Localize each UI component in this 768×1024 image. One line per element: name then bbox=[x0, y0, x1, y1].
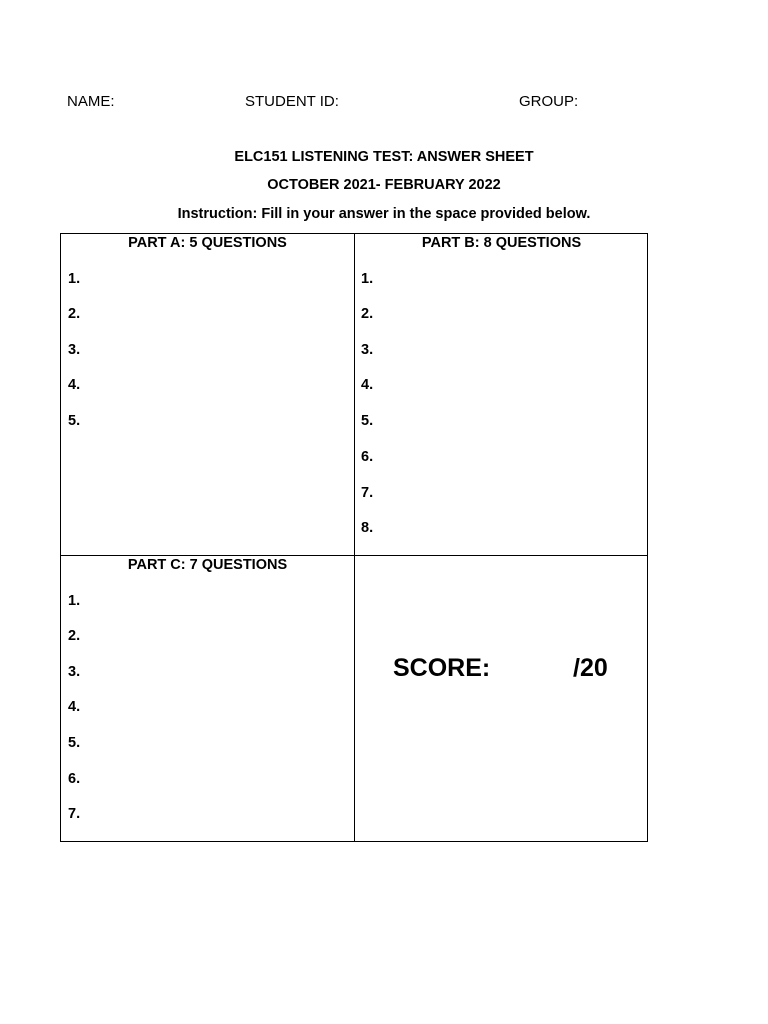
part-c-heading: PART C: 7 QUESTIONS bbox=[127, 557, 288, 573]
part-a-item: 1. bbox=[68, 271, 81, 287]
sheet-session: OCTOBER 2021- FEBRUARY 2022 bbox=[267, 177, 501, 193]
part-c-item: 2. bbox=[68, 628, 81, 644]
part-a-heading: PART A: 5 QUESTIONS bbox=[128, 235, 287, 251]
part-b-heading: PART B: 8 QUESTIONS bbox=[421, 235, 582, 251]
instruction-text: Instruction: Fill in your answer in the space provided below. bbox=[177, 206, 591, 222]
part-b-item: 8. bbox=[361, 520, 374, 536]
part-a-item: 4. bbox=[68, 377, 81, 393]
part-c-item: 7. bbox=[68, 806, 81, 822]
part-b-item: 3. bbox=[361, 342, 374, 358]
part-c-item: 3. bbox=[68, 664, 81, 680]
part-a-item: 5. bbox=[68, 413, 81, 429]
part-b-item: 4. bbox=[361, 377, 374, 393]
part-a-item: 2. bbox=[68, 306, 81, 322]
part-b-item: 1. bbox=[361, 271, 374, 287]
student-id-label: STUDENT ID: bbox=[245, 93, 339, 110]
part-c-item: 4. bbox=[68, 699, 81, 715]
part-b-item: 7. bbox=[361, 485, 374, 501]
name-label: NAME: bbox=[67, 93, 115, 110]
part-a-item: 3. bbox=[68, 342, 81, 358]
part-b-item: 2. bbox=[361, 306, 374, 322]
sheet-title: ELC151 LISTENING TEST: ANSWER SHEET bbox=[234, 149, 534, 165]
part-c-item: 5. bbox=[68, 735, 81, 751]
answer-grid bbox=[60, 233, 648, 842]
part-b-item: 6. bbox=[361, 449, 374, 465]
part-c-item: 1. bbox=[68, 593, 81, 609]
row-divider bbox=[61, 555, 647, 556]
group-label: GROUP: bbox=[519, 93, 579, 110]
score-label: SCORE: bbox=[393, 654, 491, 682]
score-max: /20 bbox=[573, 654, 608, 682]
part-b-item: 5. bbox=[361, 413, 374, 429]
part-c-item: 6. bbox=[68, 771, 81, 787]
column-divider bbox=[354, 234, 355, 841]
